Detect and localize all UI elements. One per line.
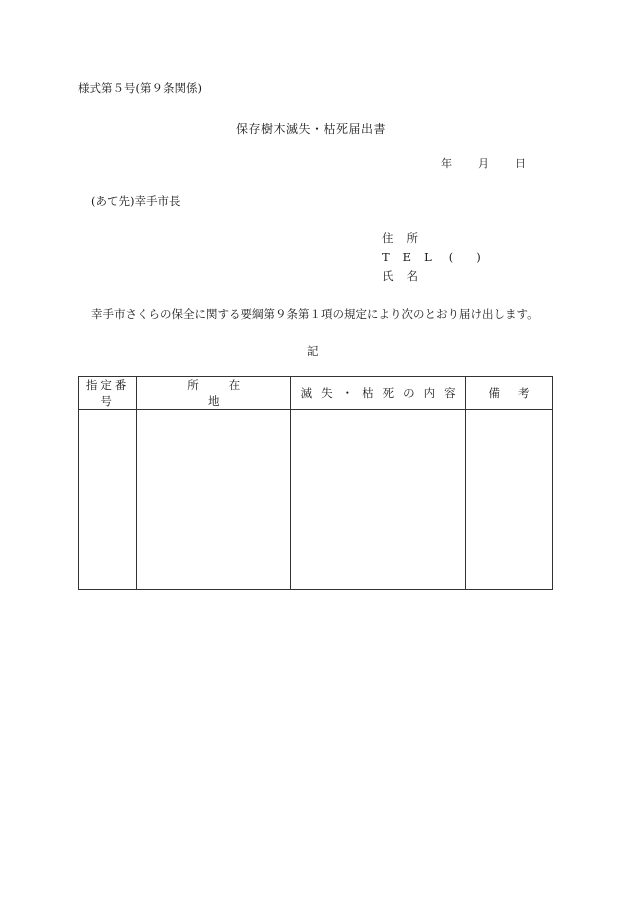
document-title: 保存樹木滅失・枯死届出書 [236,122,387,136]
cell-loss-details[interactable] [291,410,466,590]
date-line [441,155,526,171]
date-month-label: 月 [478,157,489,170]
header-remarks: 備考 [465,377,552,410]
header-designation-number: 指定番号 [79,377,137,410]
cell-location[interactable] [137,410,291,590]
cell-designation-number[interactable] [79,410,137,590]
header-location: 所在地 [137,377,291,410]
addressee: (あて先)幸手市長 [91,194,181,208]
ki-heading: 記 [307,344,319,358]
date-year-label: 年 [441,157,452,170]
table-header-row [79,377,553,410]
applicant-tel-field [382,249,481,265]
date-day-label: 日 [515,157,526,170]
applicant-address-field [382,230,431,246]
body-text: 幸手市さくらの保全に関する要綱第９条第１項の規定により次のとおり届け出します。 [91,307,539,321]
applicant-name-field [382,268,431,284]
tel-parentheses: ( ) [448,250,481,264]
cell-remarks[interactable] [465,410,552,590]
report-table [78,376,553,590]
address-label: 住所 [382,231,431,245]
tel-label: TEL [382,250,445,264]
header-loss-details: 滅失・枯死の内容 [291,377,466,410]
table-row [79,410,553,590]
name-label: 氏名 [382,269,431,283]
form-number: 様式第５号(第９条関係) [78,81,202,95]
